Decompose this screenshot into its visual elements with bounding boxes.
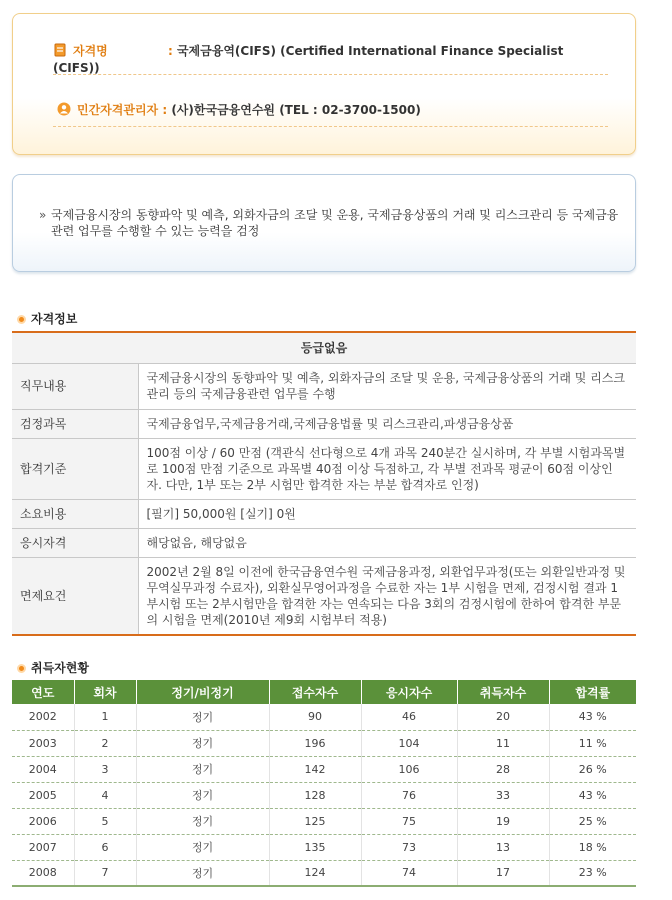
table-cell: 104: [361, 730, 457, 756]
info-row-label: 직무내용: [12, 363, 138, 409]
divider: [53, 74, 608, 75]
table-cell: 2003: [12, 730, 74, 756]
table-row: [12, 808, 636, 834]
info-row-value: 해당없음, 해당없음: [138, 528, 636, 557]
qualification-info-table: [12, 331, 636, 636]
table-cell: 106: [361, 756, 457, 782]
table-cell: 43 %: [549, 782, 636, 808]
table-cell: 76: [361, 782, 457, 808]
column-header: 응시자수: [361, 680, 457, 704]
qualification-name-row: 자격명 : 국제금융역(CIFS) (Certified International Finance Specialist (CIFS)): [53, 44, 564, 75]
bullet-dot-icon: [17, 664, 26, 673]
column-header: 정기/비정기: [136, 680, 269, 704]
table-cell: 17: [457, 860, 549, 886]
acquisition-stats-table: [12, 680, 636, 887]
info-section-title: 자격정보: [17, 310, 77, 327]
document-icon: [53, 43, 67, 57]
table-cell: 7: [74, 860, 136, 886]
description-text-block: [39, 207, 619, 239]
info-row-value: 국제금융시장의 동향파악 및 예측, 외화자금의 조달 및 운용, 국제금융상품의 거래 및 리스크관리 등의 국제금융관련 업무를 수행: [138, 363, 636, 409]
person-icon: [57, 102, 71, 116]
table-cell: 20: [457, 704, 549, 730]
table-cell: 11: [457, 730, 549, 756]
table-cell: 정기: [136, 860, 269, 886]
info-row-label: 응시자격: [12, 528, 138, 557]
description-box: [12, 174, 636, 272]
description-text: 국제금융시장의 동향파악 및 예측, 외화자금의 조달 및 운용, 국제금융상품의 거래 및 리스크관리 등 국제금융관련 업무를 수행할 수 있는 능력을 검정: [51, 208, 619, 238]
table-cell: 18 %: [549, 834, 636, 860]
qualification-label: 자격명: [73, 44, 108, 58]
info-row-label: 면제요건: [12, 557, 138, 635]
table-cell: 11 %: [549, 730, 636, 756]
manager-row: 민간자격관리자 : (사)한국금융연수원 (TEL : 02-3700-1500): [57, 101, 421, 118]
table-cell: 6: [74, 834, 136, 860]
qualification-summary-box: [12, 13, 636, 155]
column-header: 취득자수: [457, 680, 549, 704]
table-cell: 13: [457, 834, 549, 860]
column-header: 연도: [12, 680, 74, 704]
info-row-label: 합격기준: [12, 438, 138, 499]
bullet-arrow: »: [39, 208, 47, 222]
table-cell: 2008: [12, 860, 74, 886]
bullet-dot-icon: [17, 315, 26, 324]
table-cell: 정기: [136, 730, 269, 756]
column-header: 접수자수: [269, 680, 361, 704]
table-cell: 46: [361, 704, 457, 730]
table-cell: 142: [269, 756, 361, 782]
table-cell: 196: [269, 730, 361, 756]
table-row: [12, 860, 636, 886]
manager-label: 민간자격관리자: [77, 103, 159, 117]
table-cell: 3: [74, 756, 136, 782]
manager-value: (사)한국금융연수원 (TEL : 02-3700-1500): [171, 103, 421, 117]
table-cell: 2004: [12, 756, 74, 782]
column-header: 합격률: [549, 680, 636, 704]
table-cell: 124: [269, 860, 361, 886]
table-cell: 74: [361, 860, 457, 886]
table-cell: 128: [269, 782, 361, 808]
table-cell: 2005: [12, 782, 74, 808]
table-cell: 33: [457, 782, 549, 808]
divider: [53, 126, 608, 127]
table-cell: 23 %: [549, 860, 636, 886]
table-cell: 90: [269, 704, 361, 730]
table-cell: 125: [269, 808, 361, 834]
table-cell: 2002: [12, 704, 74, 730]
table-cell: 정기: [136, 834, 269, 860]
table-cell: 정기: [136, 756, 269, 782]
table-cell: 4: [74, 782, 136, 808]
stats-section-title: 취득자현황: [17, 659, 89, 676]
table-cell: 2007: [12, 834, 74, 860]
table-cell: 25 %: [549, 808, 636, 834]
table-cell: 135: [269, 834, 361, 860]
table-row: [12, 834, 636, 860]
table-cell: 정기: [136, 704, 269, 730]
table-cell: 75: [361, 808, 457, 834]
info-row-value: 100점 이상 / 60 만점 (객관식 선다형으로 4개 과목 240분간 실시하며, 각 부별 시험과목별로 100점 만점 기준으로 과목별 40점 이상 득점하고, 각 부별 전과목 평균이 60점 이상인 자. 다만, 1부 또는 2부 시험만 합격한 자는 부분 합격자로 인정): [138, 438, 636, 499]
table-cell: 5: [74, 808, 136, 834]
table-row: [12, 704, 636, 730]
table-cell: 정기: [136, 782, 269, 808]
info-row-value: 2002년 2월 8일 이전에 한국금융연수원 국제금융과정, 외환업무과정(또는 외환일반과정 및 무역실무과정 수료자), 외환실무영어과정을 수료한 자는 1부 시험을 면제, 검정시험 결과 1부시험 또는 2부시험만을 합격한 자는 연속되는 다음 3회의 검정시험에 한하여 합격한 부문의 시험을 면제(2010년 제9회 시험부터 적용): [138, 557, 636, 635]
table-cell: 2006: [12, 808, 74, 834]
info-row-label: 검정과목: [12, 409, 138, 438]
table-cell: 정기: [136, 808, 269, 834]
table-cell: 2: [74, 730, 136, 756]
table-cell: 28: [457, 756, 549, 782]
table-cell: 1: [74, 704, 136, 730]
table-cell: 73: [361, 834, 457, 860]
info-row-value: 국제금융업무,국제금융거래,국제금융법률 및 리스크관리,파생금융상품: [138, 409, 636, 438]
info-row-value: [필기] 50,000원 [실기] 0원: [138, 499, 636, 528]
table-cell: 26 %: [549, 756, 636, 782]
table-cell: 19: [457, 808, 549, 834]
grade-header: 등급없음: [12, 332, 636, 363]
info-row-label: 소요비용: [12, 499, 138, 528]
table-row: [12, 782, 636, 808]
table-row: [12, 756, 636, 782]
table-row: [12, 730, 636, 756]
column-header: 회차: [74, 680, 136, 704]
table-cell: 43 %: [549, 704, 636, 730]
qualification-value: 국제금융역(CIFS) (Certified International Finance Specialist (CIFS)): [53, 44, 564, 75]
